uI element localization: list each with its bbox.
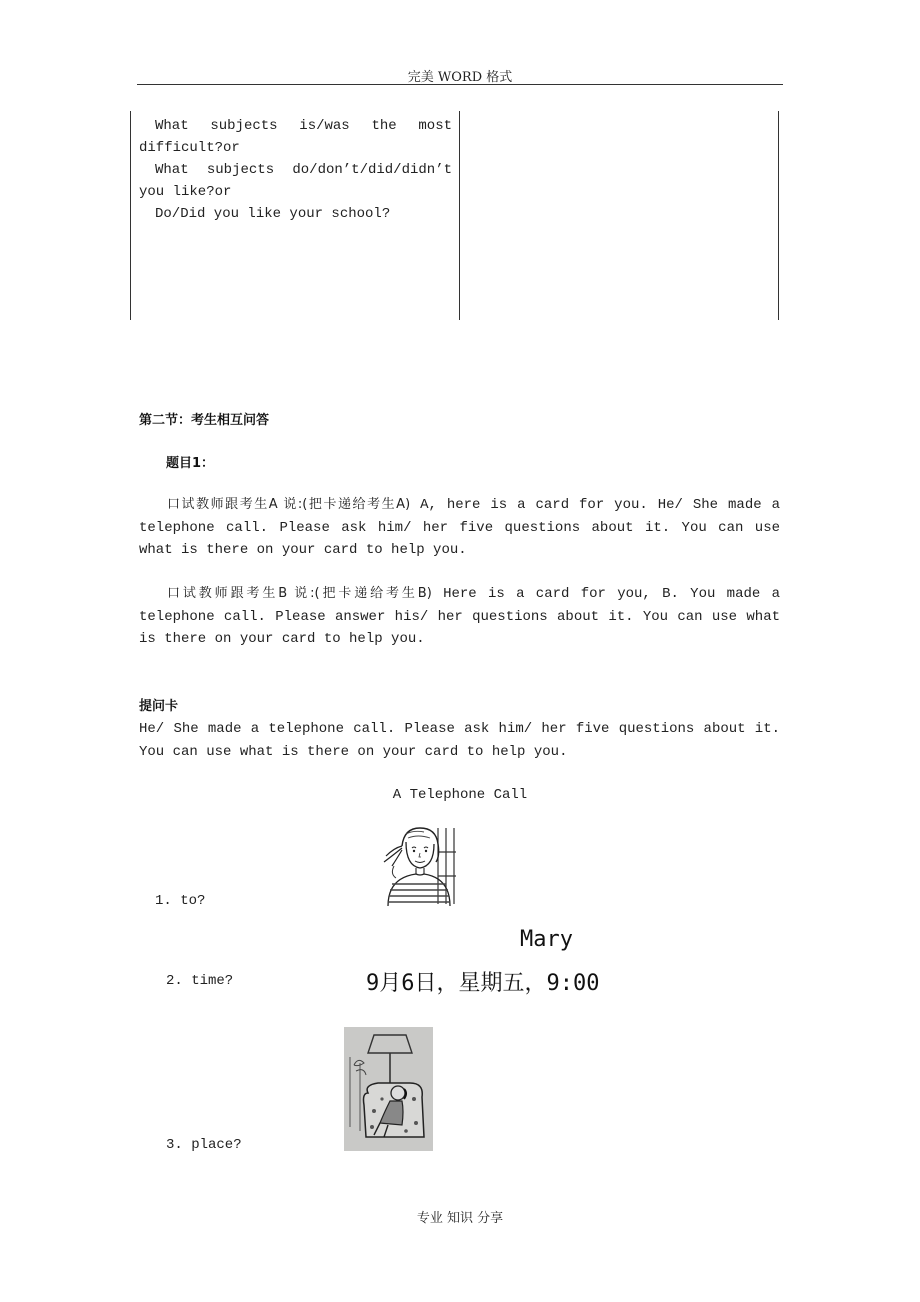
instruction-a-text: A, here is a card for you. He/ She made a telephone call. Please ask him/ her five questions about it. You can use what is there on your card to help you. <box>139 497 780 558</box>
section-title: 第二节：考生相互问答 <box>139 413 270 428</box>
instruction-a-prefix: 口试教师跟考生A 说:(把卡递给考生A) <box>167 497 411 512</box>
page-header-title: 完美 WORD 格式 <box>407 70 513 85</box>
table-border-left <box>130 111 131 320</box>
girl-illustration <box>380 826 456 908</box>
table-cell-questions <box>139 115 452 225</box>
table-cell-line: Do/Did you like your school? <box>155 206 391 222</box>
header-rule <box>137 84 783 85</box>
instruction-paragraph-b <box>139 583 780 651</box>
question-card-text: He/ She made a telephone call. Please ask him/ her five questions about it. You can use what is there on your card to help you. <box>139 721 780 760</box>
armchair-illustration <box>344 1027 433 1151</box>
instruction-b-prefix: 口试教师跟考生B 说:(把卡递给考生B) <box>167 586 432 601</box>
card-item-1-label: 1. to? <box>155 893 206 909</box>
question-label: 题目1： <box>166 456 215 471</box>
card-item-2-answer: 9月6日，星期五，9:00 <box>366 971 600 996</box>
page-footer: 专业 知识 分享 <box>416 1211 504 1226</box>
card-item-1-answer: Mary <box>520 927 573 952</box>
instruction-b-text: Here is a card for you, B. You made a telephone call. Please answer his/ her questions about it. You can use what is there on your card to help you. <box>139 586 780 647</box>
instruction-paragraph-a <box>139 494 780 562</box>
card-item-2-label: 2. time? <box>166 973 234 989</box>
card-heading: A Telephone Call <box>392 787 528 803</box>
table-cell-line: What subjects do/don’t/did/didn’t you like?or <box>139 162 452 200</box>
card-item-3-label: 3. place? <box>166 1137 242 1153</box>
table-border-middle <box>459 111 460 320</box>
table-border-right <box>778 111 779 320</box>
question-card-title: 提问卡 <box>139 699 179 714</box>
table-cell-line: What subjects is/was the most difficult?or <box>139 118 452 156</box>
